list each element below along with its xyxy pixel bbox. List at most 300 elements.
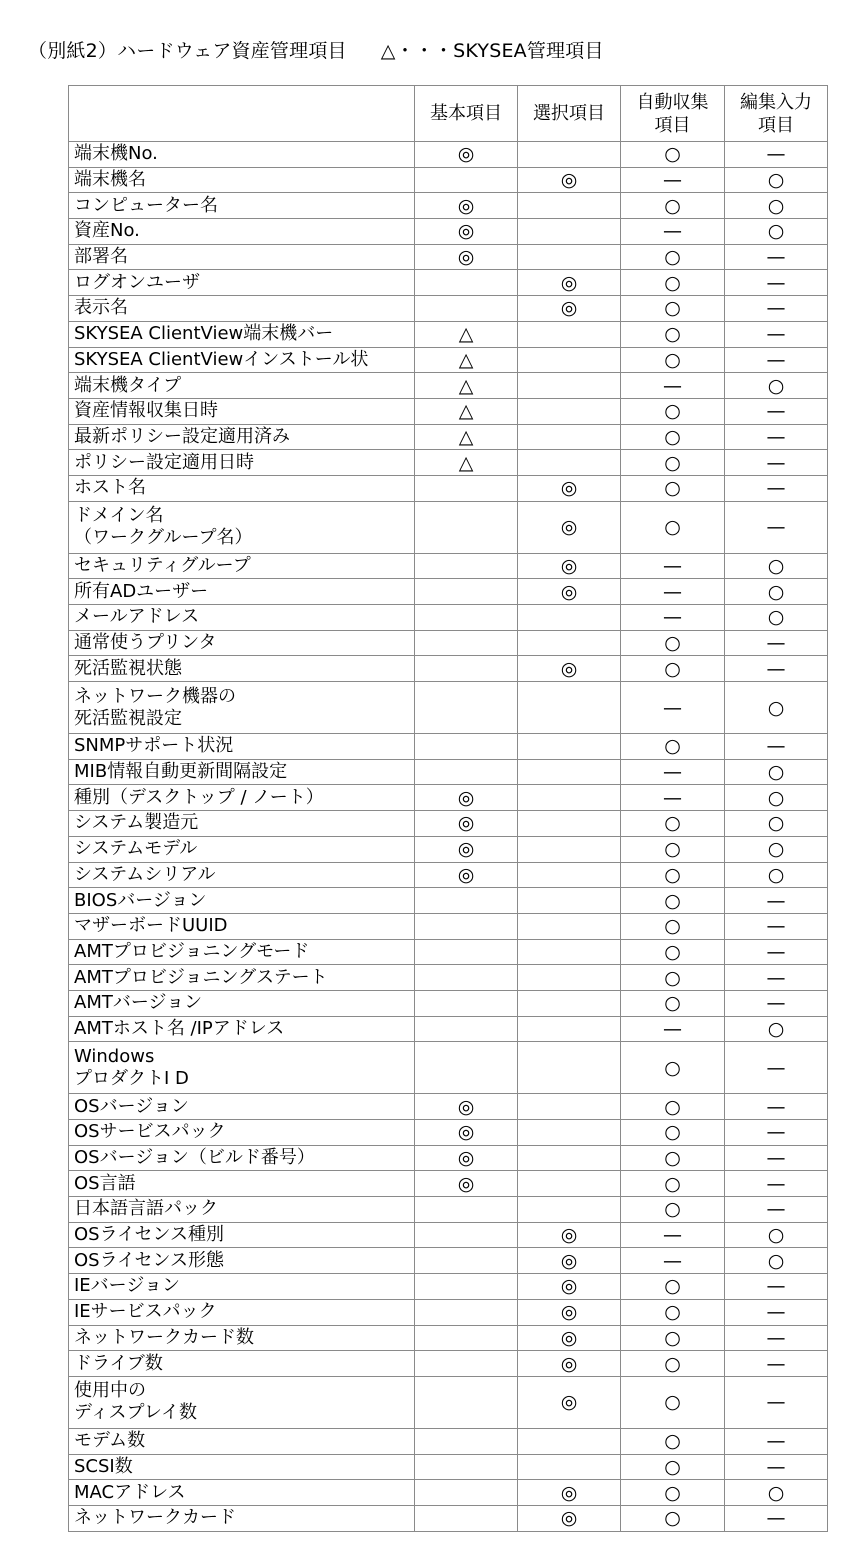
basic-mark xyxy=(415,1428,518,1454)
manual-input-mark: — xyxy=(725,913,828,939)
auto-collect-mark: ○ xyxy=(621,1480,725,1506)
selected-mark xyxy=(518,990,621,1016)
selected-mark xyxy=(518,1016,621,1042)
table-body xyxy=(69,142,828,1532)
auto-collect-mark: ○ xyxy=(621,398,725,424)
auto-collect-mark: ○ xyxy=(621,475,725,501)
manual-input-mark: ○ xyxy=(725,579,828,605)
table-row xyxy=(69,1428,828,1454)
auto-collect-mark: ○ xyxy=(621,1171,725,1197)
auto-collect-mark: ○ xyxy=(621,1120,725,1146)
manual-input-mark: — xyxy=(725,965,828,991)
basic-mark xyxy=(415,990,518,1016)
manual-input-mark: — xyxy=(725,630,828,656)
basic-mark xyxy=(415,1376,518,1428)
basic-mark xyxy=(415,1505,518,1531)
selected-mark xyxy=(518,836,621,862)
item-name-line: 使用中の xyxy=(74,1380,146,1402)
auto-collect-mark: ○ xyxy=(621,965,725,991)
table-row xyxy=(69,785,828,811)
table-row xyxy=(69,296,828,322)
basic-mark xyxy=(415,913,518,939)
item-name xyxy=(69,939,415,965)
selected-mark xyxy=(518,321,621,347)
item-name xyxy=(69,605,415,631)
auto-collect-mark: ○ xyxy=(621,630,725,656)
selected-mark xyxy=(518,811,621,837)
item-name xyxy=(69,913,415,939)
auto-collect-mark: ○ xyxy=(621,1505,725,1531)
basic-mark xyxy=(415,1299,518,1325)
basic-mark xyxy=(415,501,518,553)
item-name xyxy=(69,475,415,501)
item-name xyxy=(69,1042,415,1094)
auto-collect-mark: ○ xyxy=(621,1094,725,1120)
auto-collect-mark: ○ xyxy=(621,1428,725,1454)
selected-mark: ◎ xyxy=(518,1325,621,1351)
manual-input-mark: ○ xyxy=(725,682,828,734)
selected-mark xyxy=(518,1197,621,1223)
table-row xyxy=(69,450,828,476)
item-name-line: 端末機No. xyxy=(74,143,158,165)
item-name xyxy=(69,990,415,1016)
table-header xyxy=(69,86,828,142)
manual-input-mark: — xyxy=(725,321,828,347)
manual-input-mark: — xyxy=(725,398,828,424)
table-row xyxy=(69,1016,828,1042)
item-name-line: SCSI数 xyxy=(74,1455,133,1477)
manual-input-mark: — xyxy=(725,1351,828,1377)
item-name xyxy=(69,1120,415,1146)
header-auto-line1: 自動収集 xyxy=(636,91,709,113)
auto-collect-mark: ○ xyxy=(621,1454,725,1480)
manual-input-mark: ○ xyxy=(725,1016,828,1042)
item-name-line: OS言語 xyxy=(74,1172,136,1194)
basic-mark: △ xyxy=(415,373,518,399)
selected-mark: ◎ xyxy=(518,1351,621,1377)
manual-input-mark: — xyxy=(725,656,828,682)
item-name xyxy=(69,862,415,888)
item-name xyxy=(69,1274,415,1300)
item-name-line: システム製造元 xyxy=(74,812,199,834)
selected-mark xyxy=(518,373,621,399)
table-row xyxy=(69,965,828,991)
selected-mark xyxy=(518,939,621,965)
item-name xyxy=(69,270,415,296)
basic-mark xyxy=(415,734,518,760)
item-name-line: ポリシー設定適用日時 xyxy=(74,451,254,473)
item-name-line: ログオンユーザ xyxy=(74,271,200,293)
item-name xyxy=(69,785,415,811)
item-name xyxy=(69,1454,415,1480)
auto-collect-mark: ○ xyxy=(621,811,725,837)
selected-mark xyxy=(518,630,621,656)
table-row xyxy=(69,1094,828,1120)
table-row xyxy=(69,579,828,605)
table-row xyxy=(69,1505,828,1531)
manual-input-mark: ○ xyxy=(725,167,828,193)
table-row xyxy=(69,398,828,424)
basic-mark xyxy=(415,605,518,631)
table-row xyxy=(69,990,828,1016)
item-name-line: OSバージョン（ビルド番号） xyxy=(74,1147,315,1169)
table-row xyxy=(69,862,828,888)
item-name xyxy=(69,321,415,347)
item-name xyxy=(69,579,415,605)
item-name xyxy=(69,398,415,424)
item-name-line: ホスト名 xyxy=(74,477,146,499)
manual-input-mark: — xyxy=(725,1120,828,1146)
selected-mark xyxy=(518,1094,621,1120)
selected-mark xyxy=(518,682,621,734)
item-name xyxy=(69,296,415,322)
manual-input-mark: — xyxy=(725,939,828,965)
basic-mark: ◎ xyxy=(415,219,518,245)
item-name xyxy=(69,193,415,219)
manual-input-mark: — xyxy=(725,1299,828,1325)
selected-mark: ◎ xyxy=(518,167,621,193)
auto-collect-mark: — xyxy=(621,682,725,734)
table-row xyxy=(69,1222,828,1248)
manual-input-mark: — xyxy=(725,990,828,1016)
selected-mark xyxy=(518,1042,621,1094)
manual-input-mark: ○ xyxy=(725,1222,828,1248)
selected-mark: ◎ xyxy=(518,1274,621,1300)
selected-mark: ◎ xyxy=(518,1222,621,1248)
item-name-line: OSバージョン xyxy=(74,1095,189,1117)
selected-mark xyxy=(518,450,621,476)
selected-mark: ◎ xyxy=(518,1480,621,1506)
table-row xyxy=(69,1145,828,1171)
auto-collect-mark: ○ xyxy=(621,450,725,476)
item-name-line: 日本語言語パック xyxy=(74,1198,218,1220)
basic-mark xyxy=(415,579,518,605)
selected-mark xyxy=(518,142,621,168)
manual-input-mark: ○ xyxy=(725,553,828,579)
item-name-line: ドライブ数 xyxy=(74,1352,163,1374)
item-name xyxy=(69,424,415,450)
item-name-line: 死活監視設定 xyxy=(74,707,182,729)
item-name xyxy=(69,1325,415,1351)
item-name-line: IEバージョン xyxy=(74,1275,180,1297)
selected-mark xyxy=(518,219,621,245)
selected-mark xyxy=(518,913,621,939)
manual-input-mark: ○ xyxy=(725,836,828,862)
basic-mark xyxy=(415,270,518,296)
selected-mark: ◎ xyxy=(518,475,621,501)
selected-mark xyxy=(518,1428,621,1454)
basic-mark: △ xyxy=(415,450,518,476)
auto-collect-mark: ○ xyxy=(621,888,725,914)
selected-mark xyxy=(518,965,621,991)
manual-input-mark: ○ xyxy=(725,785,828,811)
manual-input-mark: — xyxy=(725,501,828,553)
manual-input-mark: — xyxy=(725,888,828,914)
item-name xyxy=(69,1428,415,1454)
selected-mark xyxy=(518,759,621,785)
manual-input-mark: — xyxy=(725,1171,828,1197)
item-name-line: マザーボードUUID xyxy=(74,915,228,937)
manual-input-mark: — xyxy=(725,1325,828,1351)
item-name-line: BIOSバージョン xyxy=(74,889,207,911)
manual-input-mark: — xyxy=(725,450,828,476)
manual-input-mark: — xyxy=(725,347,828,373)
table-row xyxy=(69,373,828,399)
table-row xyxy=(69,836,828,862)
table-row xyxy=(69,939,828,965)
table-row xyxy=(69,347,828,373)
item-name-line: AMTバージョン xyxy=(74,992,203,1014)
auto-collect-mark: ○ xyxy=(621,862,725,888)
item-name-line: Windows xyxy=(74,1045,155,1067)
auto-collect-mark: ○ xyxy=(621,656,725,682)
table-row xyxy=(69,321,828,347)
basic-mark: ◎ xyxy=(415,811,518,837)
auto-collect-mark: ○ xyxy=(621,734,725,760)
manual-input-mark: — xyxy=(725,1428,828,1454)
auto-collect-mark: ○ xyxy=(621,244,725,270)
selected-mark: ◎ xyxy=(518,296,621,322)
manual-input-mark: — xyxy=(725,244,828,270)
item-name xyxy=(69,811,415,837)
item-name-line: MIB情報自動更新間隔設定 xyxy=(74,761,288,783)
manual-input-mark: ○ xyxy=(725,219,828,245)
auto-collect-mark: ○ xyxy=(621,913,725,939)
basic-mark xyxy=(415,656,518,682)
item-name xyxy=(69,1299,415,1325)
item-name-line: SKYSEA ClientView端末機バー xyxy=(74,323,334,345)
table-row xyxy=(69,167,828,193)
auto-collect-mark: — xyxy=(621,605,725,631)
table-row xyxy=(69,734,828,760)
table-row xyxy=(69,244,828,270)
selected-mark xyxy=(518,888,621,914)
page-title xyxy=(28,36,604,63)
basic-mark xyxy=(415,1454,518,1480)
item-name xyxy=(69,142,415,168)
auto-collect-mark: ○ xyxy=(621,1145,725,1171)
legend-note: △・・・SKYSEA管理項目 xyxy=(380,40,604,62)
basic-mark xyxy=(415,1274,518,1300)
auto-collect-mark: ○ xyxy=(621,990,725,1016)
manual-input-mark: ○ xyxy=(725,1248,828,1274)
auto-collect-mark: — xyxy=(621,1248,725,1274)
item-name-line: 所有ADユーザー xyxy=(74,580,209,602)
table-row xyxy=(69,913,828,939)
item-name xyxy=(69,734,415,760)
item-name xyxy=(69,219,415,245)
basic-mark xyxy=(415,167,518,193)
selected-mark: ◎ xyxy=(518,501,621,553)
table-row xyxy=(69,888,828,914)
basic-mark xyxy=(415,630,518,656)
basic-mark: △ xyxy=(415,347,518,373)
basic-mark xyxy=(415,939,518,965)
item-name-line: ネットワークカード数 xyxy=(74,1326,254,1348)
item-name xyxy=(69,1351,415,1377)
manual-input-mark: ○ xyxy=(725,811,828,837)
item-name-line: 端末機タイプ xyxy=(74,374,182,396)
basic-mark: △ xyxy=(415,398,518,424)
basic-mark: ◎ xyxy=(415,142,518,168)
table-row xyxy=(69,142,828,168)
table-row xyxy=(69,270,828,296)
auto-collect-mark: ○ xyxy=(621,424,725,450)
item-name xyxy=(69,682,415,734)
table-row xyxy=(69,656,828,682)
auto-collect-mark: ○ xyxy=(621,142,725,168)
item-name xyxy=(69,1094,415,1120)
table-row xyxy=(69,193,828,219)
selected-mark xyxy=(518,1120,621,1146)
selected-mark xyxy=(518,605,621,631)
item-name-line: OSサービスパック xyxy=(74,1121,226,1143)
item-name xyxy=(69,553,415,579)
auto-collect-mark: ○ xyxy=(621,1351,725,1377)
selected-mark: ◎ xyxy=(518,270,621,296)
selected-mark xyxy=(518,862,621,888)
item-name xyxy=(69,1480,415,1506)
item-name xyxy=(69,373,415,399)
auto-collect-mark: ○ xyxy=(621,501,725,553)
manual-input-mark: — xyxy=(725,1454,828,1480)
basic-mark: ◎ xyxy=(415,1094,518,1120)
selected-mark xyxy=(518,785,621,811)
item-name xyxy=(69,501,415,553)
basic-mark: ◎ xyxy=(415,836,518,862)
auto-collect-mark: ○ xyxy=(621,296,725,322)
table-row xyxy=(69,682,828,734)
item-name xyxy=(69,1145,415,1171)
auto-collect-mark: ○ xyxy=(621,1274,725,1300)
header-manual xyxy=(725,86,828,142)
auto-collect-mark: ○ xyxy=(621,1197,725,1223)
item-name-line: 最新ポリシー設定適用済み xyxy=(74,425,290,447)
manual-input-mark: ○ xyxy=(725,193,828,219)
item-name-line: コンピューター名 xyxy=(74,194,218,216)
manual-input-mark: — xyxy=(725,475,828,501)
basic-mark xyxy=(415,1197,518,1223)
item-name-line: 表示名 xyxy=(74,297,128,319)
item-name-line: MACアドレス xyxy=(74,1481,186,1503)
auto-collect-mark: — xyxy=(621,1016,725,1042)
header-manual-line2: 項目 xyxy=(758,114,794,136)
manual-input-mark: — xyxy=(725,424,828,450)
table-row xyxy=(69,1376,828,1428)
item-name-line: OSライセンス形態 xyxy=(74,1249,224,1271)
item-name-line: ドメイン名 xyxy=(74,505,164,527)
basic-mark xyxy=(415,1042,518,1094)
manual-input-mark: — xyxy=(725,142,828,168)
table-row xyxy=(69,501,828,553)
item-name-line: 資産No. xyxy=(74,220,140,242)
item-name xyxy=(69,1222,415,1248)
item-name-line: AMTプロビジョニングモード xyxy=(74,940,310,962)
table-row xyxy=(69,1197,828,1223)
table-row xyxy=(69,605,828,631)
item-name xyxy=(69,347,415,373)
asset-items-table xyxy=(68,85,828,1532)
item-name-line: 端末機名 xyxy=(74,169,146,191)
auto-collect-mark: ○ xyxy=(621,1376,725,1428)
auto-collect-mark: — xyxy=(621,373,725,399)
table-row xyxy=(69,1248,828,1274)
basic-mark xyxy=(415,553,518,579)
auto-collect-mark: ○ xyxy=(621,1042,725,1094)
item-name-line: メールアドレス xyxy=(74,606,200,628)
basic-mark: ◎ xyxy=(415,1145,518,1171)
item-name-line: AMTプロビジョニングステート xyxy=(74,966,328,988)
table-row xyxy=(69,1042,828,1094)
basic-mark: ◎ xyxy=(415,1171,518,1197)
auto-collect-mark: — xyxy=(621,219,725,245)
item-name-line: SKYSEA ClientViewインストール状 xyxy=(74,348,369,370)
auto-collect-mark: — xyxy=(621,1222,725,1248)
basic-mark: ◎ xyxy=(415,862,518,888)
auto-collect-mark: ○ xyxy=(621,193,725,219)
table-row xyxy=(69,1351,828,1377)
item-name xyxy=(69,888,415,914)
item-name xyxy=(69,450,415,476)
item-name xyxy=(69,167,415,193)
basic-mark xyxy=(415,1248,518,1274)
item-name-line: システムシリアル xyxy=(74,863,216,885)
manual-input-mark: ○ xyxy=(725,605,828,631)
item-name-line: システムモデル xyxy=(74,838,198,860)
table-row xyxy=(69,219,828,245)
selected-mark xyxy=(518,1454,621,1480)
table-row xyxy=(69,424,828,450)
table-row xyxy=(69,1454,828,1480)
table-row xyxy=(69,553,828,579)
table-row xyxy=(69,1325,828,1351)
auto-collect-mark: ○ xyxy=(621,836,725,862)
item-name xyxy=(69,836,415,862)
auto-collect-mark: — xyxy=(621,167,725,193)
item-name-line: ネットワーク機器の xyxy=(74,685,236,707)
item-name-line: モデム数 xyxy=(74,1430,146,1452)
basic-mark xyxy=(415,1351,518,1377)
manual-input-mark: — xyxy=(725,734,828,760)
auto-collect-mark: — xyxy=(621,785,725,811)
table-row xyxy=(69,1171,828,1197)
item-name-line: AMTホスト名 /IPアドレス xyxy=(74,1017,285,1039)
selected-mark xyxy=(518,244,621,270)
manual-input-mark: — xyxy=(725,296,828,322)
item-name-line: プロダクトI D xyxy=(74,1067,189,1089)
manual-input-mark: ○ xyxy=(725,373,828,399)
item-name xyxy=(69,1197,415,1223)
item-name xyxy=(69,1016,415,1042)
header-manual-line1: 編集入力 xyxy=(740,91,812,113)
auto-collect-mark: — xyxy=(621,579,725,605)
basic-mark xyxy=(415,682,518,734)
basic-mark: ◎ xyxy=(415,1120,518,1146)
auto-collect-mark: ○ xyxy=(621,1325,725,1351)
basic-mark xyxy=(415,1016,518,1042)
item-name xyxy=(69,1171,415,1197)
manual-input-mark: — xyxy=(725,1274,828,1300)
basic-mark xyxy=(415,888,518,914)
selected-mark: ◎ xyxy=(518,656,621,682)
selected-mark xyxy=(518,424,621,450)
basic-mark xyxy=(415,475,518,501)
item-name xyxy=(69,965,415,991)
manual-input-mark: ○ xyxy=(725,1480,828,1506)
basic-mark xyxy=(415,759,518,785)
item-name xyxy=(69,759,415,785)
item-name-line: 資産情報収集日時 xyxy=(74,400,218,422)
